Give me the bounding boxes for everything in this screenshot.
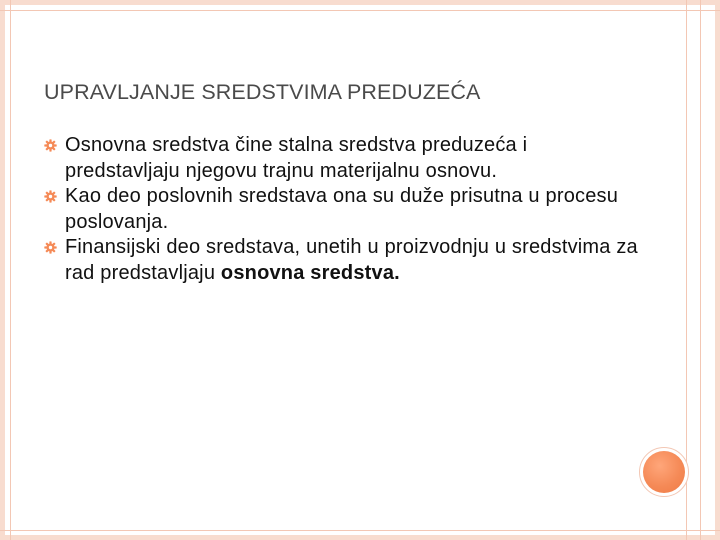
bullet-text-bold: osnovna sredstva.	[220, 261, 400, 284]
decorative-orange-circle	[643, 451, 685, 493]
frame-rule-left	[10, 0, 11, 540]
frame-rule-right-inner	[686, 0, 687, 540]
slide-title: UPRAVLJANJE SREDSTVIMA PREDUZEĆA	[44, 80, 481, 104]
bullet-list	[44, 133, 644, 286]
gear-icon	[44, 190, 57, 203]
frame-rule-top	[0, 10, 720, 11]
bullet-item	[44, 133, 644, 184]
frame-rule-right-outer	[700, 0, 701, 540]
bullet-item	[44, 235, 644, 286]
bullet-item	[44, 184, 644, 235]
bullet-text: Finansijski deo sredstava, unetih u proizvodnju u sredstvima za rad predstavljaju	[65, 236, 638, 284]
gear-icon	[44, 139, 57, 152]
frame-rule-bottom	[0, 530, 720, 531]
gear-icon	[44, 241, 57, 254]
bullet-text: Osnovna sredstva čine stalna sredstva preduzeća i predstavljaju njegovu trajnu materijalnu osnovu.	[65, 134, 528, 182]
bullet-text: Kao deo poslovnih sredstava ona su duže prisutna u procesu poslovanja.	[65, 185, 619, 233]
